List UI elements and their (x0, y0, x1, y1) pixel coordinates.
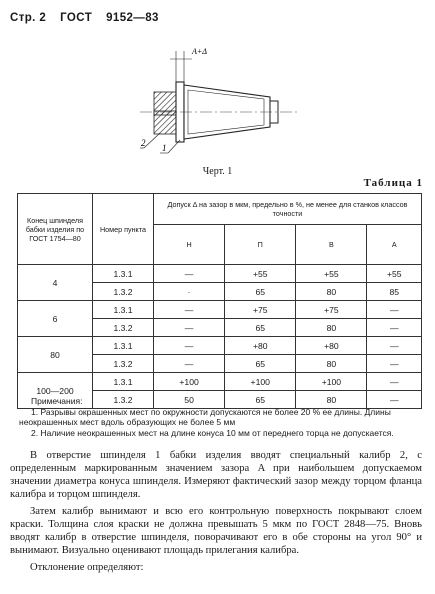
standard-label: ГОСТ (60, 12, 93, 24)
table-cell: 50 (154, 391, 225, 409)
header-class-p: П (225, 225, 296, 265)
table-cell: 1.3.1 (93, 337, 154, 355)
table-cell: +100 (225, 373, 296, 391)
figure-caption: Черт. 1 (202, 166, 233, 177)
spindle-size: 6 (18, 301, 93, 337)
tolerance-table (17, 193, 422, 409)
table-cell: 65 (225, 319, 296, 337)
table-title: Таблица 1 (363, 177, 423, 189)
ref-label-1: 1 (162, 143, 167, 153)
header-spindle-end: Конец шпинделя бабки изделия по ГОСТ 1754—80 (18, 194, 93, 265)
table-notes (19, 396, 419, 438)
table-cell: · (154, 283, 225, 301)
table-cell: — (367, 337, 422, 355)
spindle-size: 80 (18, 337, 93, 373)
notes-heading: Примечания: (31, 396, 83, 406)
header-class-v: В (296, 225, 367, 265)
note-2: 2. Наличие неокрашенных мест на длине конуса 10 мм от переднего торца не допускается. (31, 427, 394, 438)
body-text (10, 449, 422, 578)
spindle-flange-bottom (154, 111, 176, 134)
table-row (18, 265, 422, 283)
header-item-number: Номер пункта (93, 194, 154, 265)
table-cell: +55 (225, 265, 296, 283)
table-cell: +80 (296, 337, 367, 355)
table-cell: +80 (225, 337, 296, 355)
table-cell: +75 (225, 301, 296, 319)
paragraph-2: Затем калибр вынимают и всю его контрольную поверхность покрывают слоем краски. Толщина слоя краски не должна превышать 5 мкм по ГОСТ 2848—75. Вновь вводят калибр в отверстие шпинделя, поворачивают его в обе стороны на угол 90° и вынимают. Визуально оценивают площадь прилегания калибра. (10, 506, 422, 556)
header-class-a: А (367, 225, 422, 265)
table-cell: — (154, 319, 225, 337)
table-cell: — (367, 373, 422, 391)
paragraph-1: В отверстие шпинделя 1 бабки изделия вводят специальный калибр 2, с определенным маркированным значением зазора A при наибольшем допускаемом значении диаметра конуса шпинделя. Измеряют фактический зазор между торцом фланца калибра и торцом шпинделя. (10, 450, 422, 500)
table-cell: +100 (154, 373, 225, 391)
table-cell: — (154, 301, 225, 319)
page-number: Стр. 2 (10, 12, 47, 24)
spindle-size: 100—200 (18, 373, 93, 409)
table-cell: 1.3.1 (93, 373, 154, 391)
table-cell: — (154, 355, 225, 373)
table-cell: 1.3.2 (93, 283, 154, 301)
table-cell: — (367, 301, 422, 319)
table-cell: 1.3.2 (93, 355, 154, 373)
table-cell: 1.3.1 (93, 301, 154, 319)
note-1: 1. Разрывы окрашенных мест по окружности допускаются не более 20 % ее длины. Длины неокрашенных мест вдоль образующих не более 5 мм (19, 406, 391, 427)
standard-number: 9152—83 (106, 12, 159, 24)
dimension-label: A+Δ (192, 47, 207, 56)
table-cell: +55 (296, 265, 367, 283)
table-cell: 1.3.1 (93, 265, 154, 283)
table-row (18, 337, 422, 355)
table-row (18, 373, 422, 391)
page-header (10, 12, 173, 24)
paragraph-3: Отклонение определяют: (30, 562, 144, 573)
table-cell: — (367, 355, 422, 373)
table-row (18, 301, 422, 319)
table-cell: — (367, 319, 422, 337)
ref-label-2: 2 (141, 138, 146, 148)
table-cell: +55 (367, 265, 422, 283)
table-cell: 80 (296, 391, 367, 409)
table-cell: 65 (225, 283, 296, 301)
table-cell: 80 (296, 355, 367, 373)
spindle-size: 4 (18, 265, 93, 301)
table-cell: 85 (367, 283, 422, 301)
table-cell: 1.3.2 (93, 391, 154, 409)
table-cell: 65 (225, 355, 296, 373)
table-cell: — (154, 265, 225, 283)
table-cell: +100 (296, 373, 367, 391)
table-cell: 65 (225, 391, 296, 409)
table-cell: 80 (296, 319, 367, 337)
header-class-h: Н (154, 225, 225, 265)
table-cell: 1.3.2 (93, 319, 154, 337)
header-tolerance-group: Допуск Δ на зазор в мкм, предельно в %, не менее для станков классов точности (154, 194, 422, 225)
spindle-drawing (140, 45, 310, 163)
table-cell: — (154, 337, 225, 355)
table-cell: 80 (296, 283, 367, 301)
table-cell: +75 (296, 301, 367, 319)
table-cell: — (367, 391, 422, 409)
